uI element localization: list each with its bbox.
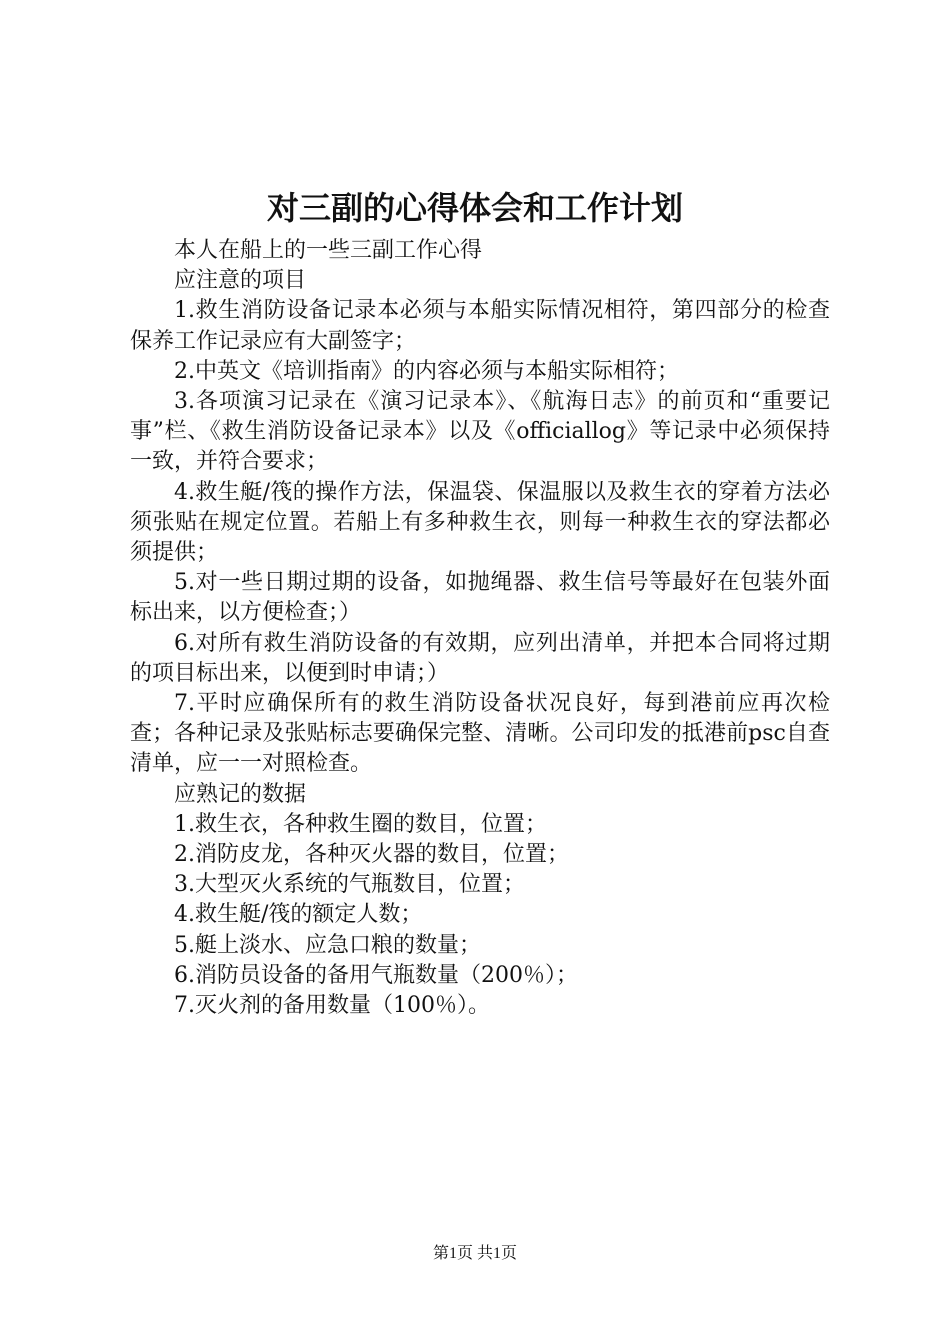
section-heading-memorize: 应熟记的数据 bbox=[174, 781, 307, 807]
paragraph-item: 7.灭火剂的备用数量（100％）。 bbox=[174, 993, 490, 1019]
document-title: 对三副的心得体会和工作计划 bbox=[266, 189, 683, 227]
paragraph-item: 4.救生艇/筏的额定人数； bbox=[174, 902, 423, 928]
paragraph-item: 2.消防皮龙，各种灭火器的数目，位置； bbox=[174, 842, 569, 868]
paragraph-item: 4.救生艇/筏的操作方法，保温袋、保温服以及救生衣的穿着方法必须张贴在规定位置。若船上有多种救生衣，则每一种救生衣的穿法都必须提供； bbox=[130, 479, 830, 566]
paragraph-item: 6.消防员设备的备用气瓶数量（200％）； bbox=[174, 962, 578, 988]
paragraph-item: 1.救生衣，各种救生圈的数目，位置； bbox=[174, 811, 547, 837]
page-footer: 第1页 共1页 bbox=[432, 1245, 517, 1262]
paragraph-item: 5.对一些日期过期的设备，如抛绳器、救生信号等最好在包装外面标出来，以方便检查；） bbox=[130, 570, 830, 626]
paragraph-item: 2.中英文《培训指南》的内容必须与本船实际相符； bbox=[174, 358, 679, 384]
document-body bbox=[130, 236, 830, 1021]
paragraph-item: 6.对所有救生消防设备的有效期，应列出清单，并把本合同将过期的项目标出来，以便到时申请；） bbox=[130, 630, 830, 686]
paragraph-item: 7.平时应确保所有的救生消防设备状况良好，每到港前应再次检查；各种记录及张贴标志要确保完整、清晰。公司印发的抵港前psc自查清单，应一一对照检查。 bbox=[130, 691, 830, 777]
paragraph-item: 1.救生消防设备记录本必须与本船实际情况相符，第四部分的检查保养工作记录应有大副签字； bbox=[130, 298, 830, 354]
paragraph-item: 3.各项演习记录在《演习记录本》、《航海日志》的前页和“重要记事”栏、《救生消防设备记录本》以及《officiallog》等记录中必须保持一致，并符合要求； bbox=[130, 389, 830, 475]
paragraph-intro: 本人在船上的一些三副工作心得 bbox=[174, 238, 483, 263]
paragraph-item: 3.大型灭火系统的气瓶数目，位置； bbox=[174, 872, 525, 898]
section-heading-attention: 应注意的项目 bbox=[174, 268, 307, 294]
paragraph-item: 5.艇上淡水、应急口粮的数量； bbox=[174, 932, 481, 958]
